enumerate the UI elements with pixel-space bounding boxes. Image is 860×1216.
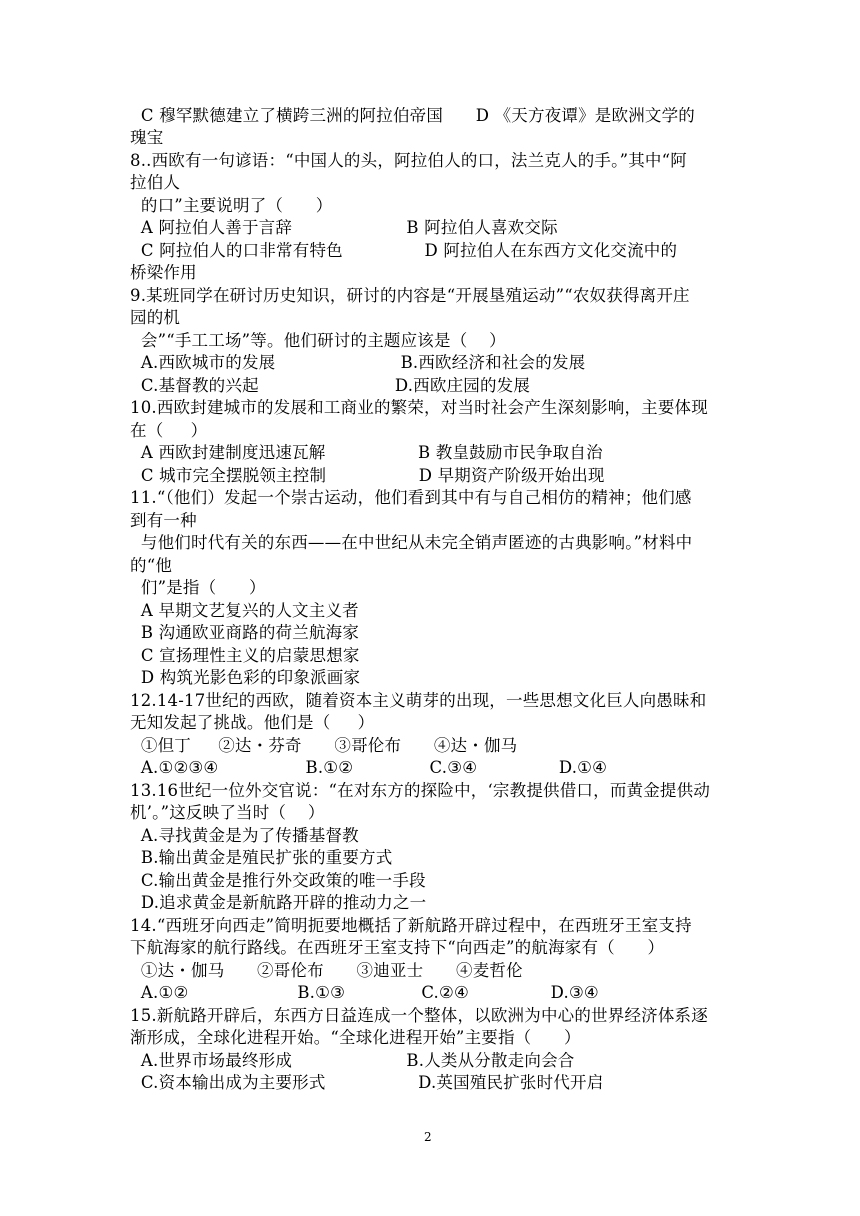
text-line: 会”“手工工场”等。他们研讨的主题应该是（ ） xyxy=(130,331,506,350)
text-line: 机’。”这反映了当时（ ） xyxy=(130,803,325,822)
text-line: 到有一种 xyxy=(130,511,197,530)
text-line: 拉伯人 xyxy=(130,173,181,192)
text-line: C.基督教的兴起 D.西欧庄园的发展 xyxy=(130,376,531,395)
text-line: 15.新航路开辟后，东西方日益连成一个整体，以欧洲为中心的世界经济体系逐 xyxy=(130,1006,708,1025)
text-line: C.资本输出成为主要形式 D.英国殖民扩张时代开启 xyxy=(130,1073,604,1092)
text-line: A.寻找黄金是为了传播基督教 xyxy=(130,826,359,845)
text-line: 的口”主要说明了（ ） xyxy=(130,196,333,215)
text-line: A.①② B.①③ C.②④ D.③④ xyxy=(130,983,599,1002)
text-line: C 城市完全摆脱领主控制 D 早期资产阶级开始出现 xyxy=(130,466,605,485)
text-line: B 沟通欧亚商路的荷兰航海家 xyxy=(130,623,360,642)
text-line: A 西欧封建制度迅速瓦解 B 教皇鼓励市民争取自治 xyxy=(130,443,603,462)
text-line: 桥梁作用 xyxy=(130,263,197,282)
text-line: 无知发起了挑战。他们是（ ） xyxy=(130,713,375,732)
text-line: 9.某班同学在研讨历史知识，研讨的内容是“开展垦殖运动”“农奴获得离开庄 xyxy=(130,286,690,305)
text-line: 下航海家的航行路线。在西班牙王室支持下“向西走”的航海家有（ ） xyxy=(130,938,665,957)
text-line: 8..西欧有一句谚语：“中国人的头，阿拉伯人的口，法兰克人的手。”其中“阿 xyxy=(130,151,687,170)
text-line: 瑰宝 xyxy=(130,128,164,147)
text-line: 园的机 xyxy=(130,308,181,327)
text-line: C 阿拉伯人的口非常有特色 D 阿拉伯人在东西方文化交流中的 xyxy=(130,241,678,260)
text-line: 在（ ） xyxy=(130,421,208,440)
text-line: 们”是指（ ） xyxy=(130,578,266,597)
text-line: 与他们时代有关的东西——在中世纪从未完全销声匿迹的古典影响。”材料中 xyxy=(130,533,693,552)
text-line: D.追求黄金是新航路开辟的推动力之一 xyxy=(130,893,427,912)
text-line: C.输出黄金是推行外交政策的唯一手段 xyxy=(130,871,426,890)
text-line: A 早期文艺复兴的人文主义者 xyxy=(130,601,359,620)
text-line: 14.“西班牙向西走”简明扼要地概括了新航路开辟过程中，在西班牙王室支持 xyxy=(130,916,692,935)
page-number: 2 xyxy=(424,1130,432,1144)
text-line: C 穆罕默德建立了横跨三洲的阿拉伯帝国 D 《天方夜谭》是欧洲文学的 xyxy=(130,106,696,125)
text-line: C 宣扬理性主义的启蒙思想家 xyxy=(130,646,360,665)
text-line: 11.“（他们）发起一个崇古运动，他们看到其中有与自己相仿的精神；他们感 xyxy=(130,488,692,507)
text-line: A.世界市场最终形成 B.人类从分散走向会合 xyxy=(130,1051,575,1070)
text-line: 的“他 xyxy=(130,556,173,575)
text-line: A 阿拉伯人善于言辞 B 阿拉伯人喜欢交际 xyxy=(130,218,558,237)
text-line: 渐形成，全球化进程开始。“全球化进程开始”主要指（ ） xyxy=(130,1028,581,1047)
text-line: 10.西欧封建城市的发展和工商业的繁荣，对当时社会产生深刻影响，主要体现 xyxy=(130,398,708,417)
text-line: 12.14-17世纪的西欧，随着资本主义萌芽的出现，一些思想文化巨人向愚昧和 xyxy=(130,691,707,710)
text-line: B.输出黄金是殖民扩张的重要方式 xyxy=(130,848,393,867)
text-line: A.①②③④ B.①② C.③④ D.①④ xyxy=(130,758,608,777)
text-line: D 构筑光影色彩的印象派画家 xyxy=(130,668,361,687)
text-line: ①达・伽马 ②哥伦布 ③迪亚士 ④麦哲伦 xyxy=(130,961,523,980)
text-line: ①但丁 ②达・芬奇 ③哥伦布 ④达・伽马 xyxy=(130,736,518,755)
text-line: A.西欧城市的发展 B.西欧经济和社会的发展 xyxy=(130,353,586,372)
text-line: 13.16世纪一位外交官说：“在对东方的探险中，‘宗教提供借口，而黄金提供动 xyxy=(130,781,711,800)
